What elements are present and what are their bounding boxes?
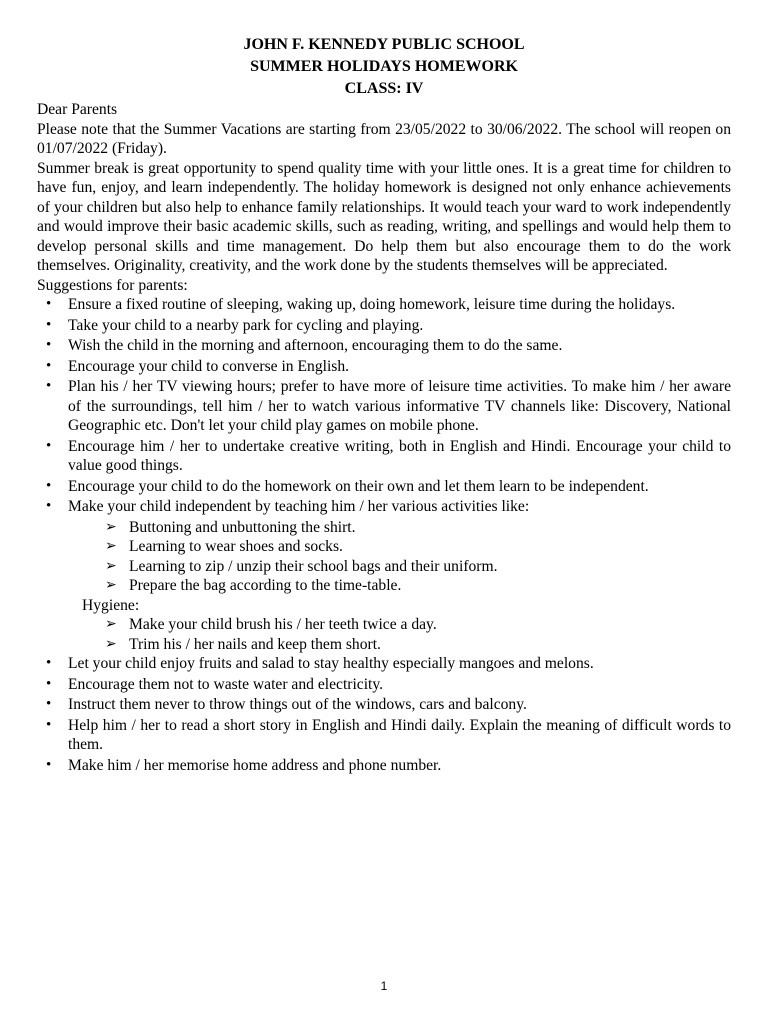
- list-item-text: Wish the child in the morning and afternoon, encouraging them to do the same.: [68, 337, 563, 354]
- page-number: 1: [380, 979, 388, 993]
- bullet-icon: •: [46, 756, 52, 773]
- list-item-text: Let your child enjoy fruits and salad to stay healthy especially mangoes and melons.: [68, 655, 594, 672]
- list-item-text: Encourage your child to do the homework on their own and let them learn to be independent.: [68, 477, 649, 495]
- hygiene-heading: Hygiene:: [82, 596, 140, 614]
- sub-list-item: [37, 576, 731, 596]
- hygiene-list: [37, 615, 731, 654]
- list-item: [37, 695, 731, 715]
- sub-list-item: [37, 518, 731, 538]
- bullet-icon: •: [46, 378, 52, 394]
- sub-list-item-text: Buttoning and unbuttoning the shirt.: [129, 518, 356, 536]
- bullet-icon: •: [46, 696, 52, 712]
- salutation: Dear Parents: [37, 101, 118, 118]
- list-item-text: Encourage him / her to undertake creative writing, both in English and Hindi. Encourage your child to value good things.: [68, 437, 731, 474]
- activities-list: [37, 518, 731, 596]
- suggestions-list: [37, 295, 731, 517]
- list-item: [37, 716, 731, 755]
- bullet-icon: •: [46, 655, 52, 671]
- list-item-text: Encourage them not to waste water and electricity.: [68, 675, 384, 693]
- bullet-icon: •: [46, 316, 52, 333]
- vacation-notice: Please note that the Summer Vacations are starting from 23/05/2022 to 30/06/2022. The school will reopen on 01/07/2022 (Friday).: [37, 120, 731, 157]
- list-item: [37, 756, 731, 776]
- sub-list-item: [37, 537, 731, 557]
- bullet-icon: •: [46, 498, 52, 514]
- bullet-icon: •: [46, 337, 52, 353]
- list-item: [37, 336, 731, 356]
- list-item: [37, 497, 731, 517]
- bullet-icon: •: [46, 675, 52, 692]
- sub-list-item: [37, 557, 731, 577]
- list-item: [37, 295, 731, 315]
- letter-body: Summer break is great opportunity to spend quality time with your little ones. It is a great time for children to have fun, enjoy, and learn independently. The holiday homework is designed not only enhance achievements of your children but also help to enhance family relationships. It would teach your ward to work independently and would improve their basic academic skills, such as reading, writing, and spellings and would help them to develop personal skills and time management. Do help them but also encourage them to do the work themselves. Originality, creativity, and the work done by the students themselves will be appreciated.: [37, 159, 731, 274]
- document-page: [37, 34, 731, 776]
- bullet-icon: •: [46, 296, 52, 312]
- sub-list-item-text: Prepare the bag according to the time-table.: [129, 577, 402, 594]
- suggestions-heading: Suggestions for parents:: [37, 276, 188, 294]
- list-item-text: Instruct them never to throw things out of the windows, cars and balcony.: [68, 696, 527, 713]
- more-suggestions-list: [37, 654, 731, 775]
- sub-list-item: [37, 635, 731, 655]
- arrow-bullet-icon: ➢: [105, 558, 117, 574]
- sub-list-item-text: Learning to wear shoes and socks.: [129, 538, 343, 555]
- list-item: [37, 357, 731, 377]
- list-item: [37, 654, 731, 674]
- bullet-icon: •: [46, 437, 52, 454]
- sub-list-item: [37, 615, 731, 635]
- arrow-bullet-icon: ➢: [105, 539, 117, 554]
- list-item: [37, 477, 731, 497]
- school-name: JOHN F. KENNEDY PUBLIC SCHOOL: [243, 36, 525, 53]
- sub-list-item-text: Make your child brush his / her teeth twice a day.: [129, 616, 437, 633]
- list-item-text: Ensure a fixed routine of sleeping, waking up, doing homework, leisure time during the holidays.: [68, 296, 676, 313]
- bullet-icon: •: [46, 716, 52, 733]
- list-item-text: Make him / her memorise home address and phone number.: [68, 756, 442, 774]
- list-item: [37, 675, 731, 695]
- list-item: [37, 437, 731, 476]
- list-item-text: Help him / her to read a short story in English and Hindi daily. Explain the meaning of difficult words to them.: [68, 716, 731, 753]
- document-title: SUMMER HOLIDAYS HOMEWORK: [250, 58, 518, 75]
- sub-list-item-text: Trim his / her nails and keep them short.: [129, 635, 381, 653]
- arrow-bullet-icon: ➢: [105, 519, 117, 535]
- list-item-text: Make your child independent by teaching him / her various activities like:: [68, 498, 530, 515]
- list-item-text: Plan his / her TV viewing hours; prefer to have more of leisure time activities. To make him / her aware of the surroundings, tell him / her to watch various informative TV channels like: Discovery, National Geographic etc. Don't let your child play games on mobile phone.: [68, 378, 731, 434]
- list-item-text: Encourage your child to converse in English.: [68, 357, 350, 375]
- bullet-icon: •: [46, 357, 52, 374]
- bullet-icon: •: [46, 477, 52, 494]
- arrow-bullet-icon: ➢: [105, 636, 117, 652]
- arrow-bullet-icon: ➢: [105, 617, 117, 632]
- sub-list-item-text: Learning to zip / unzip their school bags and their uniform.: [129, 557, 498, 575]
- document-header: [37, 34, 731, 100]
- list-item: [37, 316, 731, 336]
- arrow-bullet-icon: ➢: [105, 578, 117, 593]
- class-label: CLASS: IV: [344, 80, 424, 97]
- list-item-text: Take your child to a nearby park for cycling and playing.: [68, 316, 424, 334]
- list-item: [37, 377, 731, 436]
